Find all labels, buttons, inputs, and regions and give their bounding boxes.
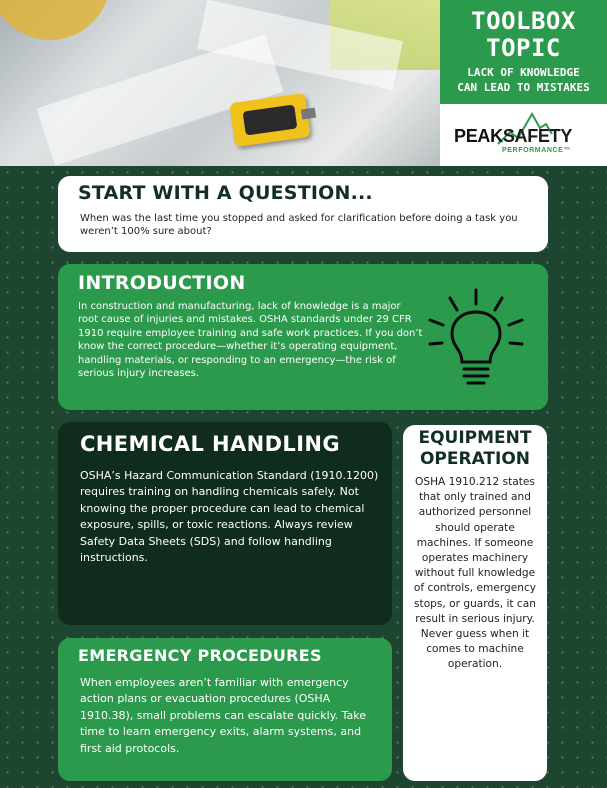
emergency-title: EMERGENCY PROCEDURES [78, 646, 322, 665]
badge-subtitle-line1: LACK OF KNOWLEDGE [467, 66, 580, 79]
chemical-handling-card [58, 422, 392, 625]
badge-subtitle-line2: CAN LEAD TO MISTAKES [457, 81, 590, 94]
introduction-title: INTRODUCTION [78, 272, 246, 294]
emergency-procedures-card [58, 638, 392, 781]
equipment-body: OSHA 1910.212 states that only trained and authorized personnel should operate machines. If someone operates machinery without full knowledge of controls, emergency stops, or guards, it can result in serious injury. Never guess when it comes to machine operation. [413, 476, 537, 671]
emergency-body: When employees aren’t familiar with emergency action plans or evacuation procedures (OSHA 1910.38), small problems can escalate quickly. Take time to learn emergency exits, alarm systems, and first aid protocols. [80, 676, 367, 755]
equipment-title [403, 428, 547, 470]
badge-title-line2: TOPIC [486, 34, 561, 62]
introduction-body: In construction and manufacturing, lack of knowledge is a major root cause of injuries and mistakes. OSHA standards under 29 CFR 1910 require employee training and safe work practices. If you don’t know the correct procedure—whether it’s operating equipment, handling materials, or responding to an emergency—the risk of serious injury increases. [78, 301, 423, 380]
question-title: START WITH A QUESTION... [78, 182, 373, 204]
equipment-title-line2: OPERATION [419, 449, 531, 469]
logo-word-safety: SAFETY [502, 126, 573, 146]
chemical-body: OSHA’s Hazard Communication Standard (1910.1200) requires training on handling chemicals safely. Not knowing the proper procedure can lead to chemical exposure, spills, or toxic reactions. Always review Safety Data Sheets (SDS) and follow handling instructions. [80, 469, 379, 565]
hero-photo [0, 0, 440, 166]
badge-title-line1: TOOLBOX [471, 7, 576, 35]
question-body: When was the last time you stopped and asked for clarification before doing a task you weren’t 100% sure about? [80, 213, 518, 237]
tape-measure-icon [229, 93, 310, 147]
introduction-card [58, 264, 548, 410]
hardhat-shape [0, 0, 110, 40]
chemical-title: CHEMICAL HANDLING [80, 432, 341, 456]
lightbulb-icon [426, 286, 526, 390]
logo-word-peak: PEAK [454, 126, 503, 146]
logo-wordmark [454, 126, 572, 147]
equipment-operation-card [403, 425, 547, 781]
question-card [58, 176, 548, 252]
equipment-title-line1: EQUIPMENT [418, 428, 532, 448]
company-logo [440, 104, 607, 166]
toolbox-topic-badge [440, 0, 607, 104]
logo-tagline: PERFORMANCE™ [502, 147, 572, 154]
